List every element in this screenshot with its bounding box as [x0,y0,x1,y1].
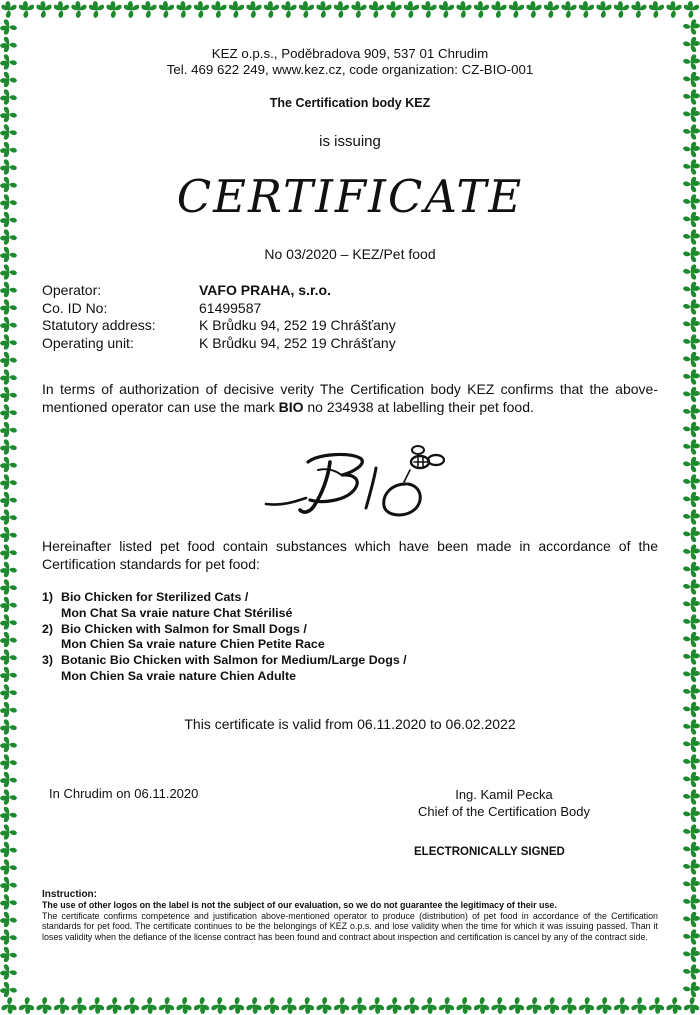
border-leaf-icon [0,544,17,559]
border-leaf-icon [0,894,17,909]
border-leaf-icon [683,474,700,489]
certificate-title: CERTIFICATE [176,170,524,223]
border-leaf-icon [0,754,17,769]
border-leaf-icon [0,387,17,402]
border-leaf-icon [0,929,17,944]
list-item [42,622,658,654]
border-leaf-icon [683,72,700,87]
border-leaf-icon [683,667,700,682]
border-leaf-icon [0,527,17,542]
coid-value: 61499587 [199,299,262,316]
border-leaf-icon [0,807,17,822]
bio-mark-label: BIO [278,399,304,415]
border-leaf-icon [0,404,17,419]
border-leaf-icon [683,544,700,559]
border-leaf-icon [0,352,17,367]
border-leaf-icon [683,334,700,349]
border-leaf-icon [0,562,17,577]
border-leaf-icon [0,19,17,34]
product-number: 1) [42,590,54,604]
statutory-address-value: K Brůdku 94, 252 19 Chrášťany [199,317,396,333]
border-leaf-icon [0,614,17,629]
border-leaf-icon [0,299,17,314]
certification-body-title: The Certification body KEZ [269,96,431,110]
list-item [42,590,658,622]
border-leaf-icon [0,579,17,594]
border-leaf-icon [683,89,700,104]
border-leaf-icon [0,159,17,174]
border-leaf-icon [0,877,17,892]
border-leaf-icon [0,964,17,979]
place-and-date: In Chrudim on 06.11.2020 [49,786,199,801]
border-leaf-icon [683,247,700,262]
border-leaf-icon [0,422,17,437]
border-leaf-icon [0,142,17,157]
border-leaf-icon [0,369,17,384]
border-leaf-icon [683,177,700,192]
border-leaf-icon [684,997,699,1014]
product-name-fr: Mon Chat Sa vraie nature Chat Stérilisé [61,605,293,620]
list-item [42,653,658,685]
border-leaf-icon [1,997,16,1014]
border-leaf-icon [0,194,17,209]
border-leaf-icon [0,439,17,454]
border-leaf-icon [683,684,700,699]
border-leaf-icon [683,562,700,577]
operator-row [42,282,658,300]
border-leaf-icon [0,842,17,857]
border-leaf-icon [0,492,17,507]
product-list [42,590,658,685]
product-name: Bio Chicken with Salmon for Small Dogs / [61,621,307,636]
product-name: Botanic Bio Chicken with Salmon for Medium/Large Dogs / [61,653,407,668]
border-leaf-icon [683,579,700,594]
issuing-text: is issuing [319,133,381,150]
statutory-address-row [42,317,658,335]
border-leaf-icon [683,422,700,437]
border-leaf-icon [683,19,700,34]
border-leaf-icon [683,54,700,69]
instruction-block [42,890,658,942]
border-leaf-icon [0,597,17,612]
border-leaf-icon [0,334,17,349]
operating-unit-row [42,335,658,353]
authorization-text-end: no 234938 at labelling their pet food. [303,399,534,415]
border-leaf-icon [0,317,17,332]
product-number: 2) [42,621,54,636]
border-leaf-icon [683,282,700,297]
statutory-address-label: Statutory address: [42,317,156,333]
border-leaf-icon [683,299,700,314]
bio-logo-icon [258,440,448,524]
border-leaf-icon [683,807,700,822]
border-leaf-icon [0,474,17,489]
instruction-title: Instruction: [42,889,97,900]
border-leaf-icon [683,614,700,629]
certificate-number: No 03/2020 – KEZ/Pet food [264,246,436,262]
coid-row [42,300,658,318]
authorization-paragraph [42,380,658,416]
border-leaf-icon [683,212,700,227]
border-leaf-icon [0,772,17,787]
border-leaf-icon [0,859,17,874]
border-leaf-icon [683,947,700,962]
border-leaf-icon [0,684,17,699]
border-leaf-icon [683,492,700,507]
product-name-fr: Mon Chien Sa vraie nature Chien Adulte [61,668,296,683]
electronic-signature-label: ELECTRONICALLY SIGNED [414,846,565,858]
border-leaf-icon [666,997,681,1014]
border-leaf-icon [683,142,700,157]
border-leaf-icon [0,37,17,52]
border-leaf-icon [683,404,700,419]
border-leaf-icon [0,107,17,122]
operator-value: VAFO PRAHA, s.r.o. [199,282,331,298]
operating-unit-value: K Brůdku 94, 252 19 Chrášťany [199,334,396,351]
border-leaf-icon [683,124,700,139]
border-leaf-icon [683,527,700,542]
issuer-header [42,46,658,78]
border-leaf-icon [0,982,17,997]
border-leaf-icon [0,89,17,104]
border-leaf-icon [19,1,34,18]
border-leaf-icon [683,107,700,122]
border-leaf-icon [683,387,700,402]
border-leaf-icon [683,737,700,752]
bio-logo [258,440,448,524]
instruction-text: The certificate confirms competence and justification above-mentioned operator to produce (distribution) of pet food in accordance of the Certification standards for pet food. The certificate continues to be the belongings of KEZ o.p.s. and lose validity when the time for which it was issuing passed. Than it loses validity when the defiance of the license contract has been found and contract about inspection and certification is cancel by any of the contract side. [42,910,658,942]
product-name: Bio Chicken for Sterilized Cats / [61,590,249,604]
operator-label: Operator: [42,282,102,298]
certificate-page [42,0,658,1015]
signer-name: Ing. Kamil Pecka [455,787,553,802]
border-leaf-icon [683,369,700,384]
border-leaf-icon [683,772,700,787]
border-leaf-icon [0,719,17,734]
validity-statement: This certificate is valid from 06.11.2020 to 06.02.2022 [184,716,516,732]
border-leaf-icon [683,964,700,979]
border-leaf-icon [683,719,700,734]
border-leaf-icon [683,929,700,944]
authorization-text-start: In terms of authorization of decisive verity The Certification body KEZ confirms that the above-mentioned operator can use the mark [42,381,658,415]
border-leaf-icon [683,789,700,804]
border-leaf-icon [0,737,17,752]
border-leaf-icon [0,649,17,664]
border-leaf-icon [683,894,700,909]
border-leaf-icon [0,282,17,297]
border-leaf-icon [683,632,700,647]
border-leaf-icon [0,54,17,69]
border-leaf-icon [683,159,700,174]
border-leaf-icon [683,439,700,454]
coid-label: Co. ID No: [42,299,108,316]
border-leaf-icon [683,597,700,612]
border-leaf-icon [0,124,17,139]
substances-paragraph: Hereinafter listed pet food contain substances which have been made in accordance of the Certification standards for pet food: [42,538,658,572]
border-leaf-icon [683,509,700,524]
issuer-contact: Tel. 469 622 249, www.kez.cz, code organization: CZ-BIO-001 [166,62,534,77]
border-leaf-icon [683,877,700,892]
border-leaf-icon [0,264,17,279]
border-leaf-icon [683,859,700,874]
border-leaf-icon [683,229,700,244]
border-leaf-icon [683,264,700,279]
border-leaf-icon [0,912,17,927]
instruction-bold-text: The use of other logos on the label is not the subject of our evaluation, so we do not guarantee the legitimacy of their use. [42,900,557,911]
operating-unit-label: Operating unit: [42,334,134,351]
border-leaf-icon [684,1,699,18]
border-leaf-icon [683,702,700,717]
border-leaf-icon [683,842,700,857]
signer-title: Chief of the Certification Body [418,804,590,819]
border-leaf-icon [683,194,700,209]
border-leaf-icon [0,509,17,524]
border-leaf-icon [0,702,17,717]
border-leaf-icon [0,947,17,962]
border-leaf-icon [683,457,700,472]
border-leaf-icon [683,824,700,839]
border-leaf-icon [0,229,17,244]
border-leaf-icon [0,247,17,262]
issuer-address: KEZ o.p.s., Poděbradova 909, 537 01 Chrudim [211,46,489,61]
border-leaf-icon [683,317,700,332]
product-name-fr: Mon Chien Sa vraie nature Chien Petite Race [61,637,325,652]
border-leaf-icon [0,789,17,804]
border-leaf-icon [683,37,700,52]
operator-details [42,282,658,352]
border-leaf-icon [0,667,17,682]
border-leaf-icon [0,824,17,839]
border-leaf-icon [666,1,681,18]
border-leaf-icon [19,997,34,1014]
border-leaf-icon [683,352,700,367]
border-leaf-icon [0,72,17,87]
border-leaf-icon [683,649,700,664]
product-number: 3) [42,653,54,668]
border-leaf-icon [683,982,700,997]
border-leaf-icon [0,457,17,472]
border-leaf-icon [0,177,17,192]
border-leaf-icon [683,912,700,927]
signer-block [408,786,600,820]
border-leaf-icon [683,754,700,769]
border-leaf-icon [0,212,17,227]
border-leaf-icon [0,632,17,647]
border-leaf-icon [1,1,16,18]
